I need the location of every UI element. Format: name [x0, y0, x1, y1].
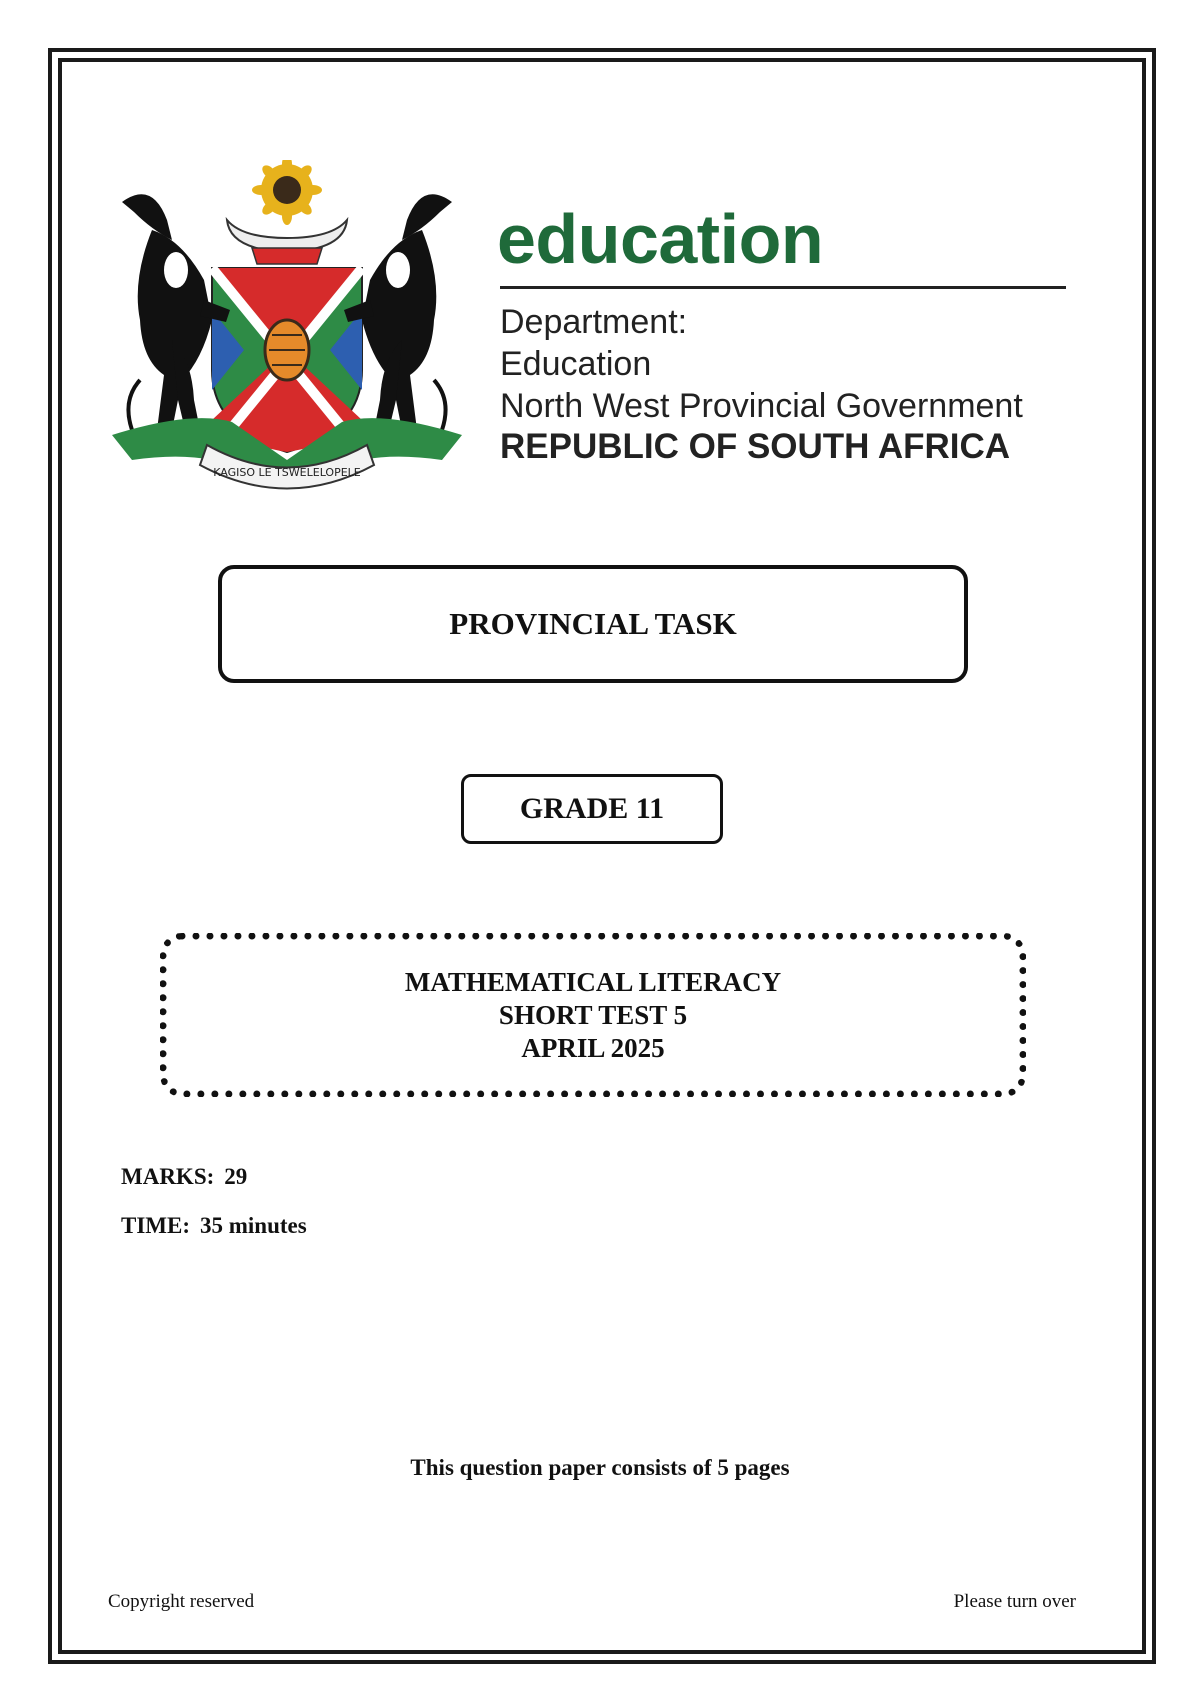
footer-copyright: Copyright reserved — [108, 1591, 255, 1612]
coat-of-arms-icon — [112, 160, 462, 500]
antelope-right-icon — [344, 194, 452, 442]
provincial-task-box — [218, 565, 968, 683]
marks-value: 29 — [224, 1164, 248, 1189]
country-name: REPUBLIC OF SOUTH AFRICA — [500, 427, 1011, 466]
time-line — [121, 1213, 307, 1239]
brand-divider — [500, 286, 1066, 289]
page-count-note: This question paper consists of 5 pages — [410, 1455, 790, 1480]
crest-motto: KAGISO LE TSWELELOPELE — [213, 466, 361, 479]
footer-turn-over: Please turn over — [953, 1591, 1076, 1612]
time-label: TIME: — [121, 1213, 190, 1238]
subject-box — [160, 933, 1026, 1097]
test-date: APRIL 2025 — [521, 1032, 665, 1063]
marks-label: MARKS: — [121, 1164, 215, 1189]
grade-label: GRADE 11 — [519, 792, 665, 825]
department-name: Education — [500, 345, 652, 383]
grade-box — [461, 774, 723, 844]
time-value: 35 minutes — [200, 1213, 307, 1238]
government-name: North West Provincial Government — [500, 387, 1023, 425]
department-label: Department: — [500, 303, 688, 341]
brand-education-wordmark: education — [497, 200, 824, 278]
marks-line — [121, 1164, 247, 1190]
subject-name: MATHEMATICAL LITERACY — [404, 966, 782, 997]
task-title: PROVINCIAL TASK — [449, 606, 737, 641]
test-name: SHORT TEST 5 — [498, 999, 688, 1030]
antelope-left-icon — [122, 194, 230, 442]
sunflower-icon — [252, 160, 322, 225]
